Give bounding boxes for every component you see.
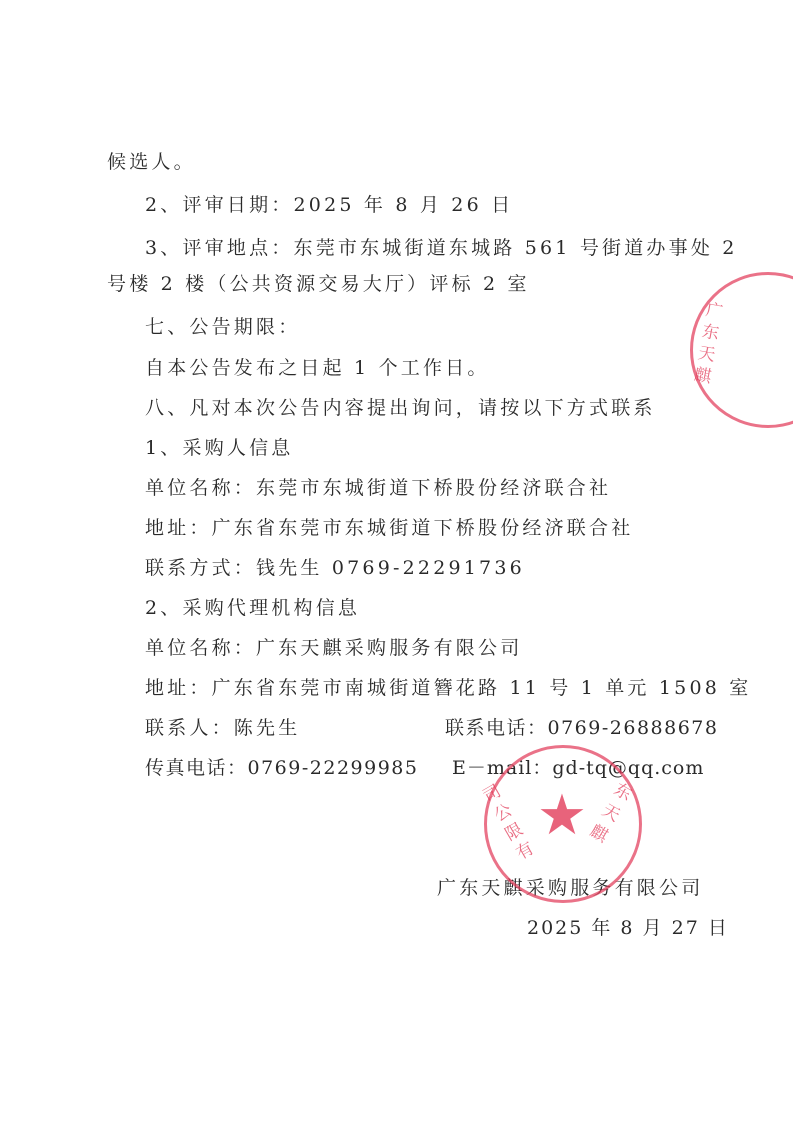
signature-date: 2025 年 8 月 27 日	[527, 917, 729, 939]
company-seal-text-left: 司公限有	[479, 781, 538, 865]
agency-fax: 传真电话：0769-22299985	[145, 757, 419, 779]
company-seal-text-right: 东天麒	[586, 779, 636, 847]
text-line-purchaser-contact: 联系方式：钱先生 0769-22291736	[145, 557, 525, 579]
agency-email: E－mail：gd-tq@qq.com	[452, 757, 705, 779]
signature-company: 广东天麒采购服务有限公司	[437, 877, 704, 899]
star-icon: ★	[536, 783, 588, 848]
subheading-purchaser-info: 1、采购人信息	[145, 437, 294, 459]
text-line-review-date: 2、评审日期：2025 年 8 月 26 日	[145, 194, 514, 216]
section-heading-contact: 八、凡对本次公告内容提出询问，请按以下方式联系	[145, 397, 656, 419]
text-line-notice-period: 自本公告发布之日起 1 个工作日。	[145, 357, 490, 379]
section-heading-notice-period: 七、公告期限：	[145, 316, 301, 338]
text-line-purchaser-address: 地址：广东省东莞市东城街道下桥股份经济联合社	[145, 517, 634, 539]
side-seal-text: 广东天麒	[692, 299, 725, 388]
text-line-candidate: 候选人。	[107, 151, 196, 173]
text-line-purchaser-name: 单位名称：东莞市东城街道下桥股份经济联合社	[145, 477, 612, 499]
text-line-review-location-cont: 号楼 2 楼（公共资源交易大厅）评标 2 室	[107, 273, 530, 295]
subheading-agency-info: 2、采购代理机构信息	[145, 597, 361, 619]
agency-phone: 联系电话：0769-26888678	[445, 717, 719, 739]
text-line-review-location: 3、评审地点：东莞市东城街道东城路 561 号街道办事处 2	[145, 237, 738, 259]
agency-contact-person: 联系人：陈先生	[145, 717, 301, 739]
text-line-agency-address: 地址：广东省东莞市南城街道簪花路 11 号 1 单元 1508 室	[145, 677, 752, 699]
text-line-agency-name: 单位名称：广东天麒采购服务有限公司	[145, 637, 523, 659]
